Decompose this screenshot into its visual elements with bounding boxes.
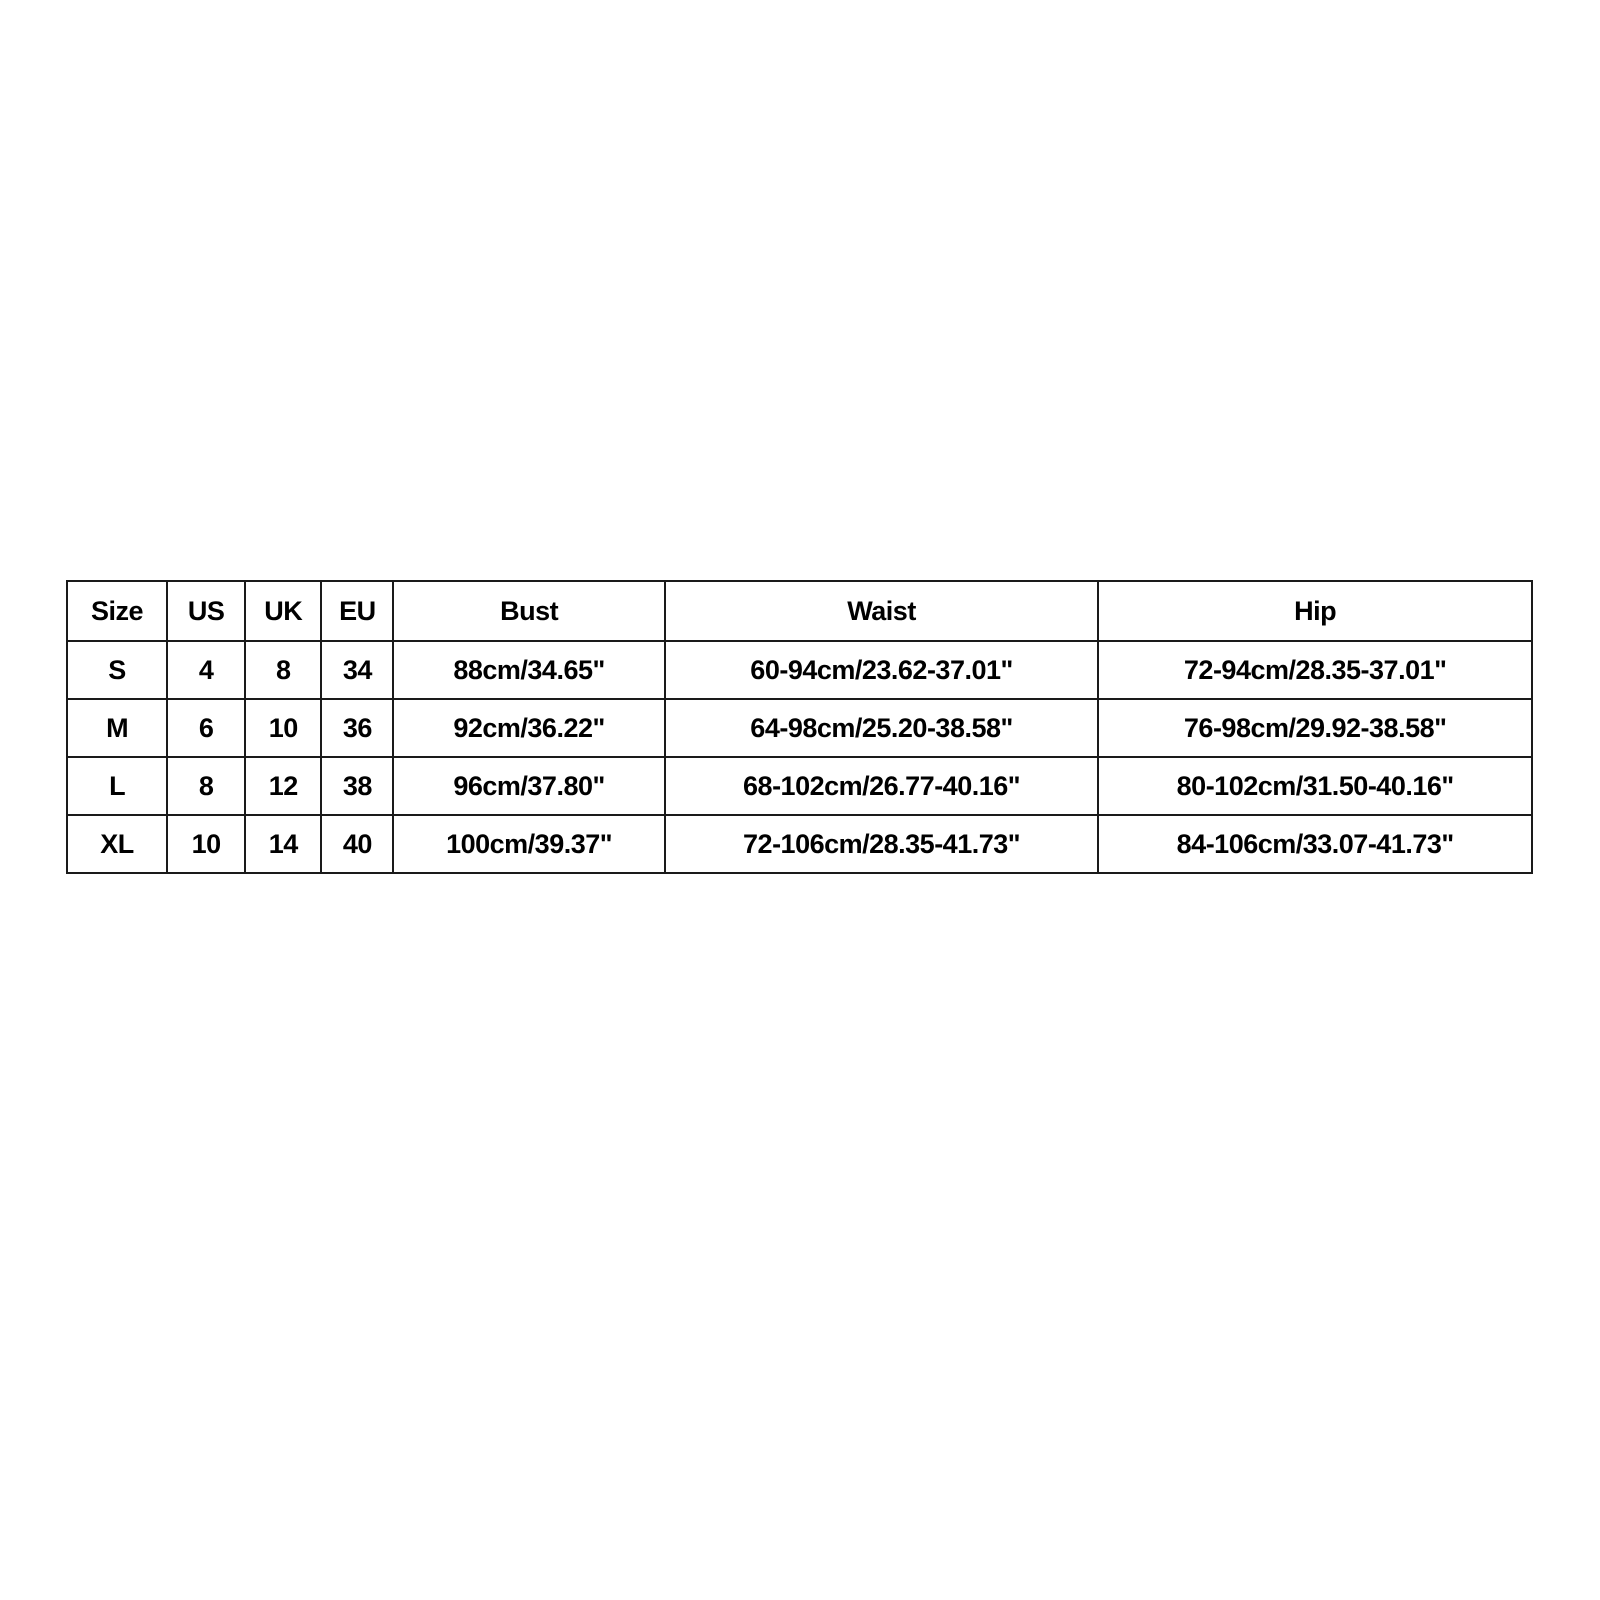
cell-us: 10: [167, 815, 245, 873]
table-header-row: [67, 581, 1532, 641]
cell-size: XL: [67, 815, 167, 873]
cell-hip: 80-102cm/31.50-40.16": [1098, 757, 1532, 815]
header-waist: Waist: [665, 581, 1099, 641]
cell-us: 8: [167, 757, 245, 815]
header-hip: Hip: [1098, 581, 1532, 641]
cell-waist: 60-94cm/23.62-37.01": [665, 641, 1099, 699]
header-eu: EU: [321, 581, 393, 641]
cell-uk: 12: [245, 757, 321, 815]
cell-eu: 38: [321, 757, 393, 815]
cell-us: 4: [167, 641, 245, 699]
cell-uk: 8: [245, 641, 321, 699]
cell-eu: 34: [321, 641, 393, 699]
cell-waist: 72-106cm/28.35-41.73": [665, 815, 1099, 873]
table-row: [67, 699, 1532, 757]
cell-waist: 64-98cm/25.20-38.58": [665, 699, 1099, 757]
table-row: [67, 641, 1532, 699]
table-row: [67, 757, 1532, 815]
cell-bust: 100cm/39.37": [393, 815, 664, 873]
cell-uk: 10: [245, 699, 321, 757]
cell-bust: 88cm/34.65": [393, 641, 664, 699]
cell-bust: 96cm/37.80": [393, 757, 664, 815]
cell-hip: 76-98cm/29.92-38.58": [1098, 699, 1532, 757]
cell-eu: 36: [321, 699, 393, 757]
header-size: Size: [67, 581, 167, 641]
cell-size: M: [67, 699, 167, 757]
cell-us: 6: [167, 699, 245, 757]
header-us: US: [167, 581, 245, 641]
cell-eu: 40: [321, 815, 393, 873]
cell-size: L: [67, 757, 167, 815]
cell-uk: 14: [245, 815, 321, 873]
header-uk: UK: [245, 581, 321, 641]
header-bust: Bust: [393, 581, 664, 641]
size-chart-table: [66, 580, 1533, 874]
cell-waist: 68-102cm/26.77-40.16": [665, 757, 1099, 815]
cell-size: S: [67, 641, 167, 699]
cell-bust: 92cm/36.22": [393, 699, 664, 757]
cell-hip: 72-94cm/28.35-37.01": [1098, 641, 1532, 699]
cell-hip: 84-106cm/33.07-41.73": [1098, 815, 1532, 873]
table-row: [67, 815, 1532, 873]
